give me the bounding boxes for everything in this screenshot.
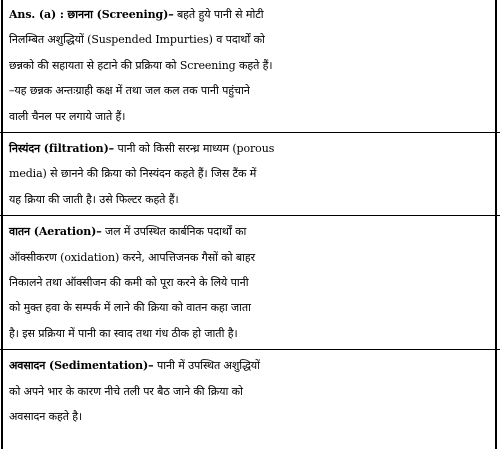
aeration-line-2: ऑक्सीकरण (oxidation) करने, आपत्तिजनक गैसों को बाहर <box>9 250 256 264</box>
screening-line-2: निलम्बित अशुद्धियों (Suspended Impurties) व पदार्थों को <box>9 33 265 47</box>
aeration-line-4: को मुक्त हवा के सम्पर्क में लाने की क्रिया को वातन कहा जाता <box>9 301 251 315</box>
filtration-line-2: media) से छानने की क्रिया को निस्यंदन कहते हैं। जिस टैंक में <box>9 167 257 181</box>
sedimentation-line-1: अवसादन (Sedimentation)– पानी में उपस्थित अशुद्धियों <box>9 359 260 373</box>
sedimentation-line-2: को अपने भार के कारण नीचे तली पर बैठ जाने की क्रिया को <box>9 384 243 398</box>
answer-text <box>9 2 491 431</box>
filtration-line-3: यह क्रिया की जाती है। उसे फिल्टर कहते हैं। <box>9 192 179 206</box>
filtration-heading: निस्यंदन (filtration)– <box>9 142 115 156</box>
aeration-section <box>9 219 491 347</box>
sedimentation-heading: अवसादन (Sedimentation)– <box>9 359 154 373</box>
filtration-section <box>9 136 491 213</box>
divider <box>0 349 500 350</box>
screening-heading: Ans. (a) : छानना (Screening)– <box>9 8 174 21</box>
aeration-line-3: निकालने तथा ऑक्सीजन की कमी को पूरा करने के लिये पानी <box>9 276 249 290</box>
divider <box>0 215 500 216</box>
divider <box>0 132 500 133</box>
screening-line-3: छन्नको की सहायता से हटाने की प्रक्रिया को Screening कहते हैं। <box>9 58 273 72</box>
screening-line-1: Ans. (a) : छानना (Screening)– बहते हुये पानी से मोटी <box>9 8 264 21</box>
sedimentation-line-3: अवसादन कहते है। <box>9 410 83 424</box>
filtration-line-1: निस्यंदन (filtration)– पानी को किसी सरन्ध्र माध्यम (porous <box>9 142 275 156</box>
screening-line-4: –यह छन्नक अन्तःग्राही कक्ष में तथा जल कल तक पानी पहुंचाने <box>9 84 250 98</box>
aeration-line-1: वातन (Aeration)– जल में उपस्थित कार्बनिक पदार्थों का <box>9 225 247 239</box>
aeration-heading: वातन (Aeration)– <box>9 225 102 239</box>
screening-line-5: वाली चैनल पर लगाये जाते हैं। <box>9 109 126 123</box>
screening-section <box>9 2 491 130</box>
aeration-line-5: है। इस प्रक्रिया में पानी का स्वाद तथा गंध ठीक हो जाती है। <box>9 326 238 340</box>
sedimentation-section <box>9 353 491 430</box>
